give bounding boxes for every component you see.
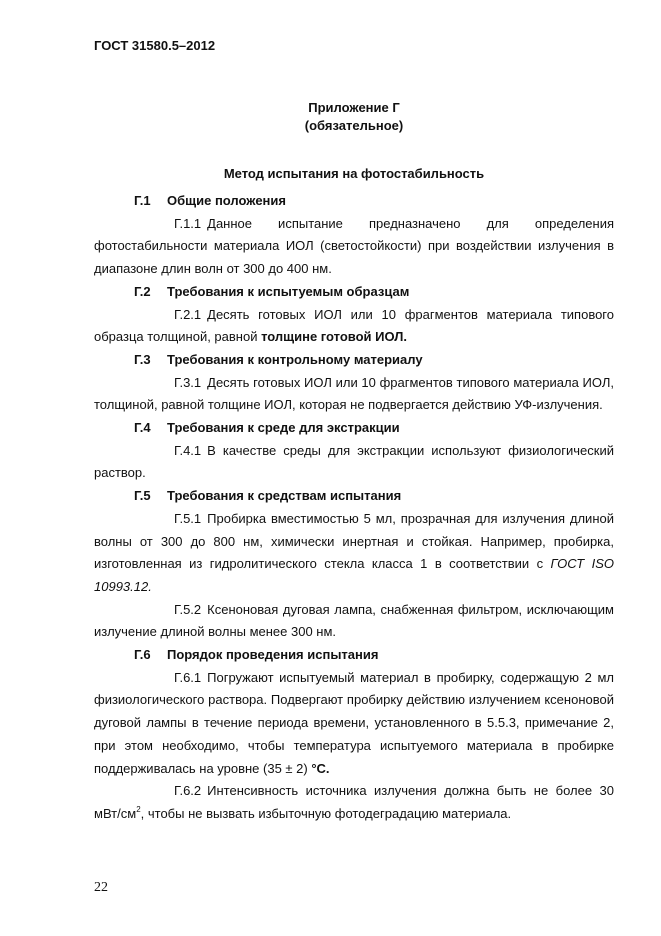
section-heading-g5 [94,485,614,508]
standard-reference: ГОСТ ISO 10993.12. [94,556,614,594]
paragraph-text: Данное испытание предназначено для определения фотостабильности материала ИОЛ (светостойкости) при воздействии излучения в диапазоне длин волн от 300 до 400 нм. [94,215,614,277]
paragraph-text: Пробирка вместимостью 5 мл, прозрачная для излучения длиной волны от 300 до 800 нм, химически инертная и стойкая. Например, пробирка, изготовленная из гидролитического стекла класса 1 в соответствии с [94,510,614,572]
section-number: Г.5 [134,488,151,504]
paragraph-g5-2 [94,599,614,644]
paragraph-number: Г.5.1 [174,510,202,526]
paragraph-number: Г.5.2 [174,601,202,617]
document-body [94,190,614,826]
appendix-subtitle: (обязательное) [304,118,404,133]
paragraph-g5-1 [94,508,614,599]
temperature-unit: °С. [311,760,330,776]
paragraph-text-end: , чтобы не вызвать избыточную фотодеградацию материала. [140,805,512,821]
section-title: Требования к испытуемым образцам [167,283,410,299]
paragraph-number: Г.2.1 [174,306,202,322]
paragraph-number: Г.3.1 [174,374,202,390]
paragraph-bold-text: толщине готовой ИОЛ. [261,329,408,345]
paragraph-text: Погружают испытуемый материал в пробирку, содержащую 2 мл физиологического раствора. Подвергают пробирку действию излучением ксеноновой дуговой лампы в течение периода времени, установленного в 5.5.3, примечание 2, при этом необходимо, чтобы температура испытуемого материала в пробирке поддерживалась на уровне (35 ± 2) [94,669,614,776]
section-heading-g3 [94,349,614,372]
paragraph-text: Интенсивность источника излучения должна быть не более 30 мВт/см [94,783,614,821]
section-heading-g4 [94,417,614,440]
section-title: Требования к контрольному материалу [167,351,423,367]
paragraph-number: Г.6.2 [174,783,202,799]
section-title: Требования к среде для экстракции [167,420,400,436]
section-number: Г.3 [134,351,151,367]
paragraph-text: Ксеноновая дуговая лампа, снабженная фильтром, исключающим излучение длиной волны менее 300 нм. [94,601,614,640]
page-number: 22 [94,880,108,895]
section-number: Г.4 [134,420,151,436]
section-title: Порядок проведения испытания [167,647,379,663]
paragraph-number: Г.6.1 [174,669,202,685]
paragraph-g3-1 [94,372,614,417]
paragraph-text: В качестве среды для экстракции используют физиологический раствор. [94,442,614,481]
section-heading-g2 [94,281,614,304]
method-title: Метод испытания на фотостабильность [223,166,485,181]
section-title: Общие положения [167,193,286,208]
paragraph-text: Десять готовых ИОЛ или 10 фрагментов типового материала ИОЛ, толщиной, равной толщине ИОЛ, которая не подвергается действию УФ-излучения. [94,374,614,413]
paragraph-number: Г.1.1 [174,215,202,231]
section-heading-g1 [94,190,614,213]
paragraph-g4-1 [94,440,614,485]
appendix-title: Приложение Г [308,100,400,115]
paragraph-g6-1 [94,667,614,781]
section-number: Г.6 [134,647,151,663]
paragraph-g2-1 [94,304,614,349]
superscript: 2 [136,804,141,814]
section-number: Г.2 [134,283,151,299]
paragraph-text: Десять готовых ИОЛ или 10 фрагментов материала типового образца толщиной, равной [94,306,614,345]
paragraph-g1-1 [94,213,614,281]
section-heading-g6 [94,644,614,667]
section-number: Г.1 [134,193,151,208]
section-title: Требования к средствам испытания [167,488,402,504]
paragraph-g6-2 [94,780,614,825]
document-header: ГОСТ 31580.5–2012 [94,38,216,53]
paragraph-number: Г.4.1 [174,442,202,458]
